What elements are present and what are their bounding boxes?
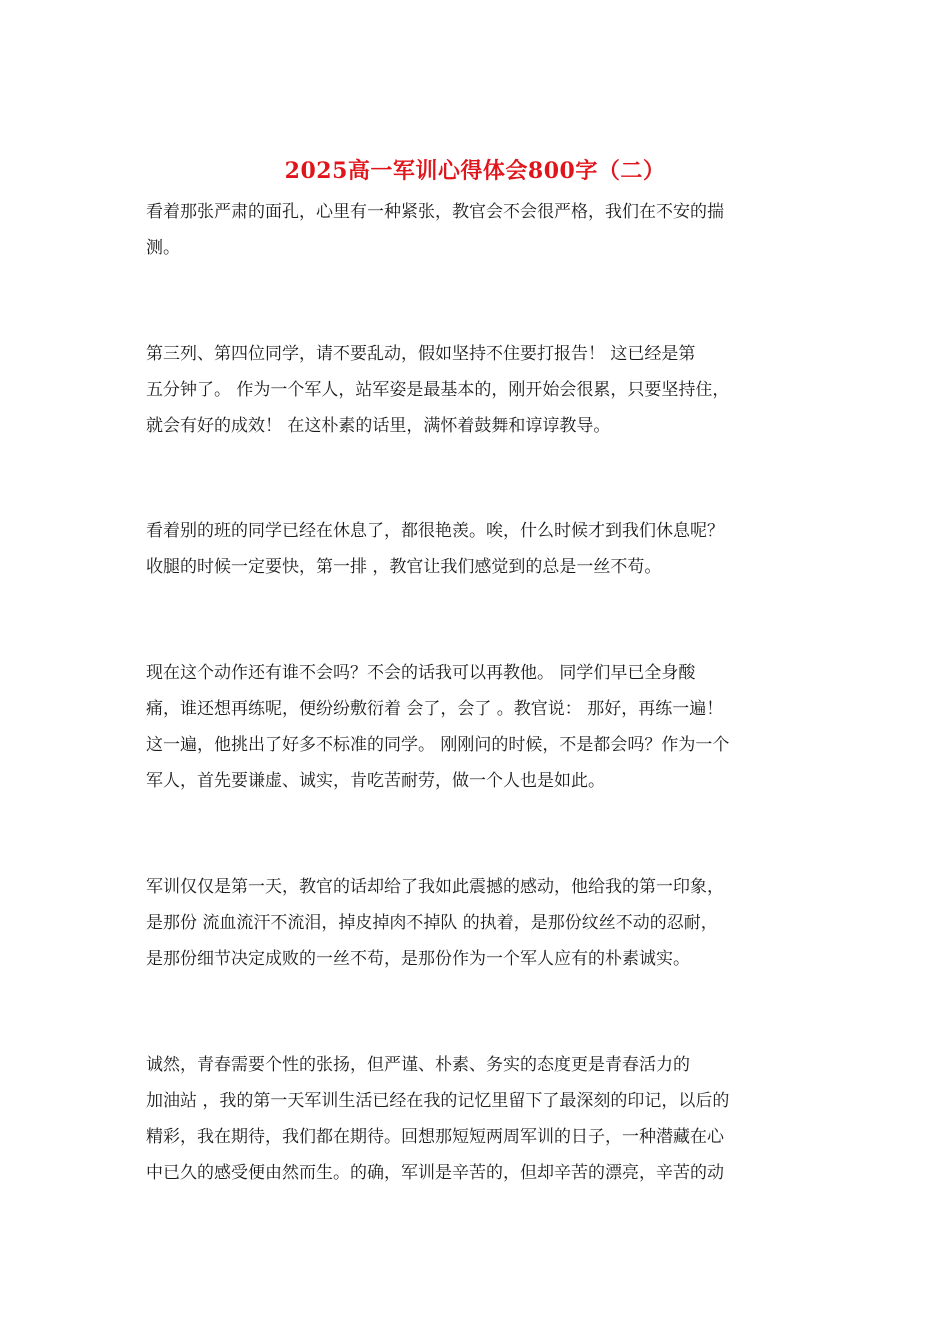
text-line: 五分钟了。 作为一个军人，站军姿是最基本的，刚开始会很累，只要坚持住， bbox=[146, 380, 730, 400]
text-line: 测。 bbox=[146, 238, 180, 258]
text-line: 看着别的班的同学已经在休息了，都很艳羡。唉，什么时候才到我们休息呢？ bbox=[146, 521, 724, 541]
text-line: 痛，谁还想再练呢，便纷纷敷衍着 会了，会了 。教官说： 那好，再练一遍！ bbox=[146, 699, 724, 719]
text-line: 收腿的时候一定要快，第一排 ，教官让我们感觉到的总是一丝不苟。 bbox=[146, 557, 662, 577]
text-line: 看着那张严肃的面孔，心里有一种紧张，教官会不会很严格，我们在不安的揣 bbox=[146, 202, 724, 222]
text-line: 是那份 流血流汗不流泪，掉皮掉肉不掉队 的执着，是那份纹丝不动的忍耐， bbox=[146, 913, 718, 933]
text-line: 军人，首先要谦虚、诚实，肯吃苦耐劳，做一个人也是如此。 bbox=[146, 771, 605, 791]
text-line: 加油站 ，我的第一天军训生活已经在我的记忆里留下了最深刻的印记，以后的 bbox=[146, 1091, 730, 1111]
text-line: 第三列、第四位同学，请不要乱动，假如坚持不住要打报告！ 这已经是第 bbox=[146, 344, 696, 364]
text-line: 现在这个动作还有谁不会吗？不会的话我可以再教他。 同学们早已全身酸 bbox=[146, 663, 696, 683]
text-line: 中已久的感受便由然而生。的确，军训是辛苦的，但却辛苦的漂亮，辛苦的动 bbox=[146, 1163, 724, 1183]
text-line: 就会有好的成效！ 在这朴素的话里，满怀着鼓舞和谆谆教导。 bbox=[146, 416, 611, 436]
text-line: 军训仅仅是第一天，教官的话却给了我如此震撼的感动，他给我的第一印象， bbox=[146, 877, 724, 897]
text-line: 这一遍，他挑出了好多不标准的同学。 刚刚问的时候，不是都会吗？作为一个 bbox=[146, 735, 730, 755]
text-line: 精彩，我在期待，我们都在期待。回想那短短两周军训的日子，一种潜藏在心 bbox=[146, 1127, 724, 1147]
document-title: 2025高一军训心得体会800字（二） bbox=[284, 158, 666, 184]
text-line: 是那份细节决定成败的一丝不苟，是那份作为一个军人应有的朴素诚实。 bbox=[146, 949, 690, 969]
text-line: 诚然，青春需要个性的张扬，但严谨、朴素、务实的态度更是青春活力的 bbox=[146, 1055, 690, 1075]
